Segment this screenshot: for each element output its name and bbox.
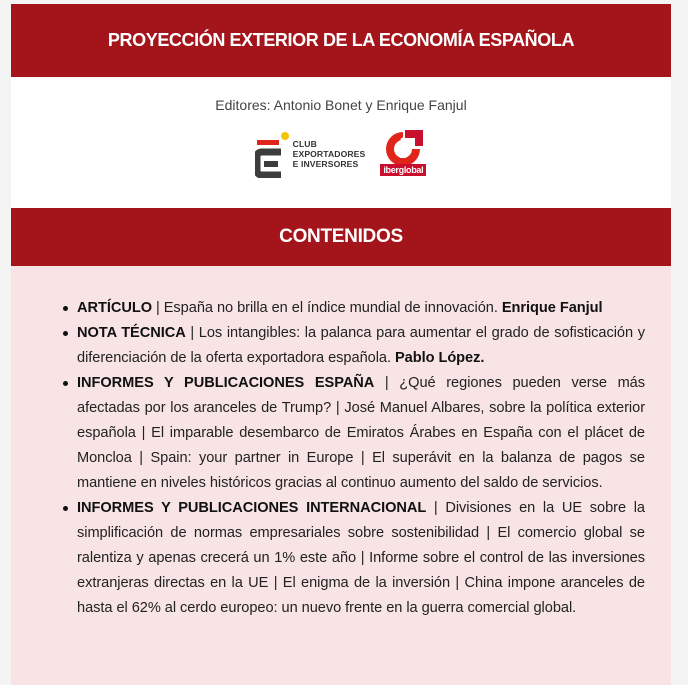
club-exportadores-logo[interactable]	[255, 130, 366, 178]
contents-title: CONTENIDOS	[279, 226, 403, 247]
club-logo-mark-icon	[255, 130, 289, 178]
item-label: INFORMES Y PUBLICACIONES INTERNACIONAL	[77, 500, 427, 516]
club-logo-line: CLUB	[292, 138, 317, 149]
contents-item-articulo[interactable]	[77, 296, 645, 321]
header-band	[11, 4, 671, 77]
iberglobal-logo-mark-icon	[379, 130, 427, 166]
contents-item-informes-espana[interactable]	[77, 371, 645, 496]
contents-body	[11, 266, 671, 685]
iberglobal-logo-name: iberglobal	[380, 164, 426, 176]
contents-list	[77, 296, 645, 621]
newsletter-title: PROYECCIÓN EXTERIOR DE LA ECONOMÍA ESPAÑOLA	[107, 30, 575, 50]
logos-row	[11, 127, 671, 181]
item-author: Pablo López.	[394, 350, 485, 366]
item-text: | Los intangibles: la palanca para aumentar el grado de sofisticación y diferenciación de la oferta exportadora española.	[77, 325, 645, 366]
item-label: ARTÍCULO	[77, 300, 152, 316]
editors-line: Editores: Antonio Bonet y Enrique Fanjul	[215, 97, 467, 113]
item-text: | Divisiones en la UE sobre la simplificación de normas empresariales sobre sostenibilidad | El comercio global se ralentiza y apenas crecerá un 1% este año | Informe sobre el control de las inversiones extranjeras directas en la UE | El enigma de la inversión | China impone aranceles de hasta el 62% al cerdo europeo: un nuevo frente en la guerra comercial global.	[77, 500, 645, 616]
club-logo-line: EXPORTADORES	[292, 148, 366, 159]
item-label: NOTA TÉCNICA	[77, 325, 186, 341]
club-logo-line: E INVERSORES	[292, 159, 359, 170]
item-text: | ¿Qué regiones pueden verse más afectadas por los aranceles de Trump? | José Manuel Albares, sobre la política exterior española | El imparable desembarco de Emiratos Árabes en España con el plácet de Moncloa | Spain: your partner in Europe | El superávit en la balanza de pagos se mantiene en niveles históricos gracias al continuo aumento del saldo de servicios.	[77, 375, 645, 491]
item-text: | España no brilla en el índice mundial de innovación.	[152, 300, 502, 316]
contents-item-informes-internacional[interactable]	[77, 496, 645, 621]
iberglobal-logo[interactable]	[379, 130, 427, 178]
contents-item-nota-tecnica[interactable]	[77, 321, 645, 371]
newsletter-frame	[11, 4, 671, 685]
club-logo-text	[293, 139, 366, 169]
item-author: Enrique Fanjul	[501, 300, 603, 316]
contents-band	[11, 208, 671, 266]
item-label: INFORMES Y PUBLICACIONES ESPAÑA	[77, 375, 375, 391]
